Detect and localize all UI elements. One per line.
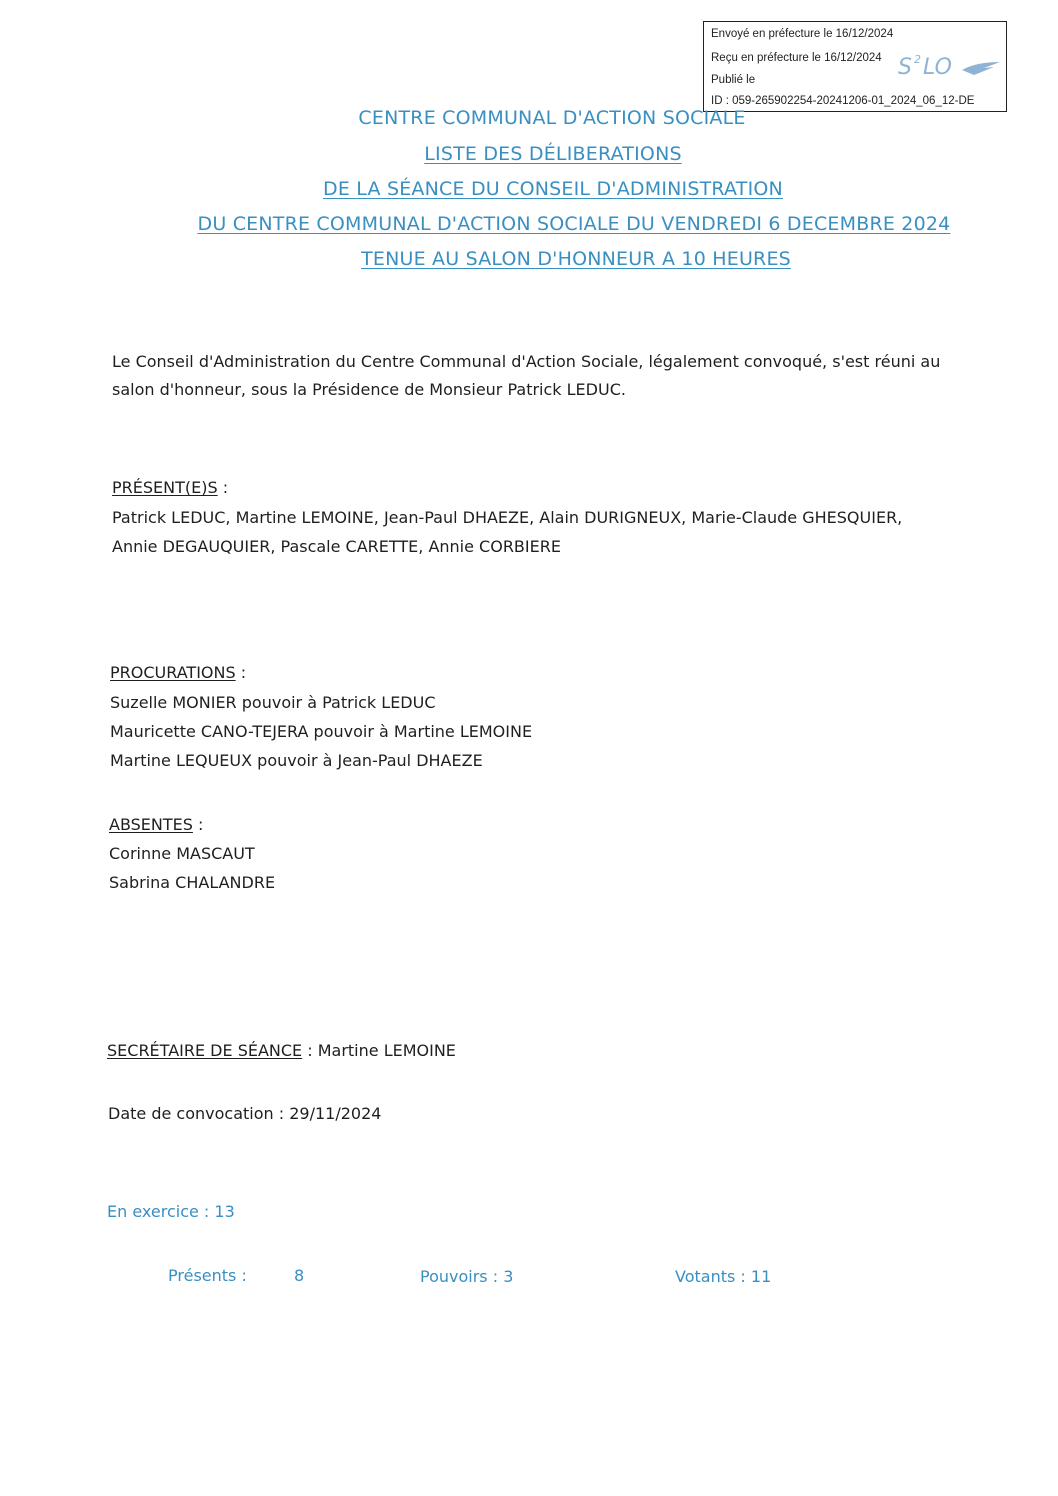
- absente-item: Corinne MASCAUT: [109, 844, 255, 863]
- title-line-5: TENUE AU SALON D'HONNEUR A 10 HEURES: [361, 248, 791, 270]
- procurations-heading: PROCURATIONS :: [110, 663, 247, 682]
- procuration-item: Martine LEQUEUX pouvoir à Jean-Paul DHAEZE: [110, 751, 483, 770]
- presents-line-2: Annie DEGAUQUIER, Pascale CARETTE, Annie CORBIERE: [112, 537, 561, 556]
- prefecture-stamp: [703, 21, 1007, 112]
- absentes-heading: ABSENTES :: [109, 815, 204, 834]
- intro-line-2: salon d'honneur, sous la Présidence de Monsieur Patrick LEDUC.: [112, 380, 626, 399]
- svg-text:S: S: [898, 55, 912, 80]
- en-exercice: En exercice : 13: [107, 1202, 235, 1221]
- title-line-3: DE LA SÉANCE DU CONSEIL D'ADMINISTRATION: [323, 178, 783, 200]
- intro-line-1: Le Conseil d'Administration du Centre Communal d'Action Sociale, légalement convoqué, s'est réuni au: [112, 352, 941, 371]
- secretaire-de-seance: SECRÉTAIRE DE SÉANCE : Martine LEMOINE: [107, 1041, 456, 1060]
- pouvoirs-count: Pouvoirs : 3: [420, 1267, 514, 1286]
- stamp-id: ID : 059-265902254-20241206-01_2024_06_12-DE: [711, 95, 975, 107]
- presents-heading: PRÉSENT(E)S :: [112, 478, 229, 497]
- convocation-date: Date de convocation : 29/11/2024: [108, 1104, 382, 1123]
- absente-item: Sabrina CHALANDRE: [109, 873, 276, 892]
- presents-count-label: Présents :: [168, 1266, 247, 1285]
- procuration-item: Mauricette CANO-TEJERA pouvoir à Martine LEMOINE: [110, 722, 533, 741]
- presents-line-1: Patrick LEDUC, Martine LEMOINE, Jean-Paul DHAEZE, Alain DURIGNEUX, Marie-Claude GHESQUIER,: [112, 508, 903, 527]
- s2lo-logo: [896, 50, 1004, 84]
- title-line-2: LISTE DES DÉLIBERATIONS: [424, 143, 682, 165]
- stamp-published: Publié le: [711, 74, 756, 86]
- title-line-4: DU CENTRE COMMUNAL D'ACTION SOCIALE DU VENDREDI 6 DECEMBRE 2024: [197, 213, 951, 235]
- presents-count-value: 8: [294, 1266, 305, 1285]
- svg-text:LO: LO: [923, 55, 952, 80]
- votants-count: Votants : 11: [675, 1267, 772, 1286]
- title-line-1: CENTRE COMMUNAL D'ACTION SOCIALE: [358, 107, 746, 129]
- procuration-item: Suzelle MONIER pouvoir à Patrick LEDUC: [110, 693, 436, 712]
- svg-text:2: 2: [914, 53, 921, 66]
- stamp-sent-date: Envoyé en préfecture le 16/12/2024: [711, 28, 894, 40]
- stamp-received-date: Reçu en préfecture le 16/12/2024: [711, 52, 882, 64]
